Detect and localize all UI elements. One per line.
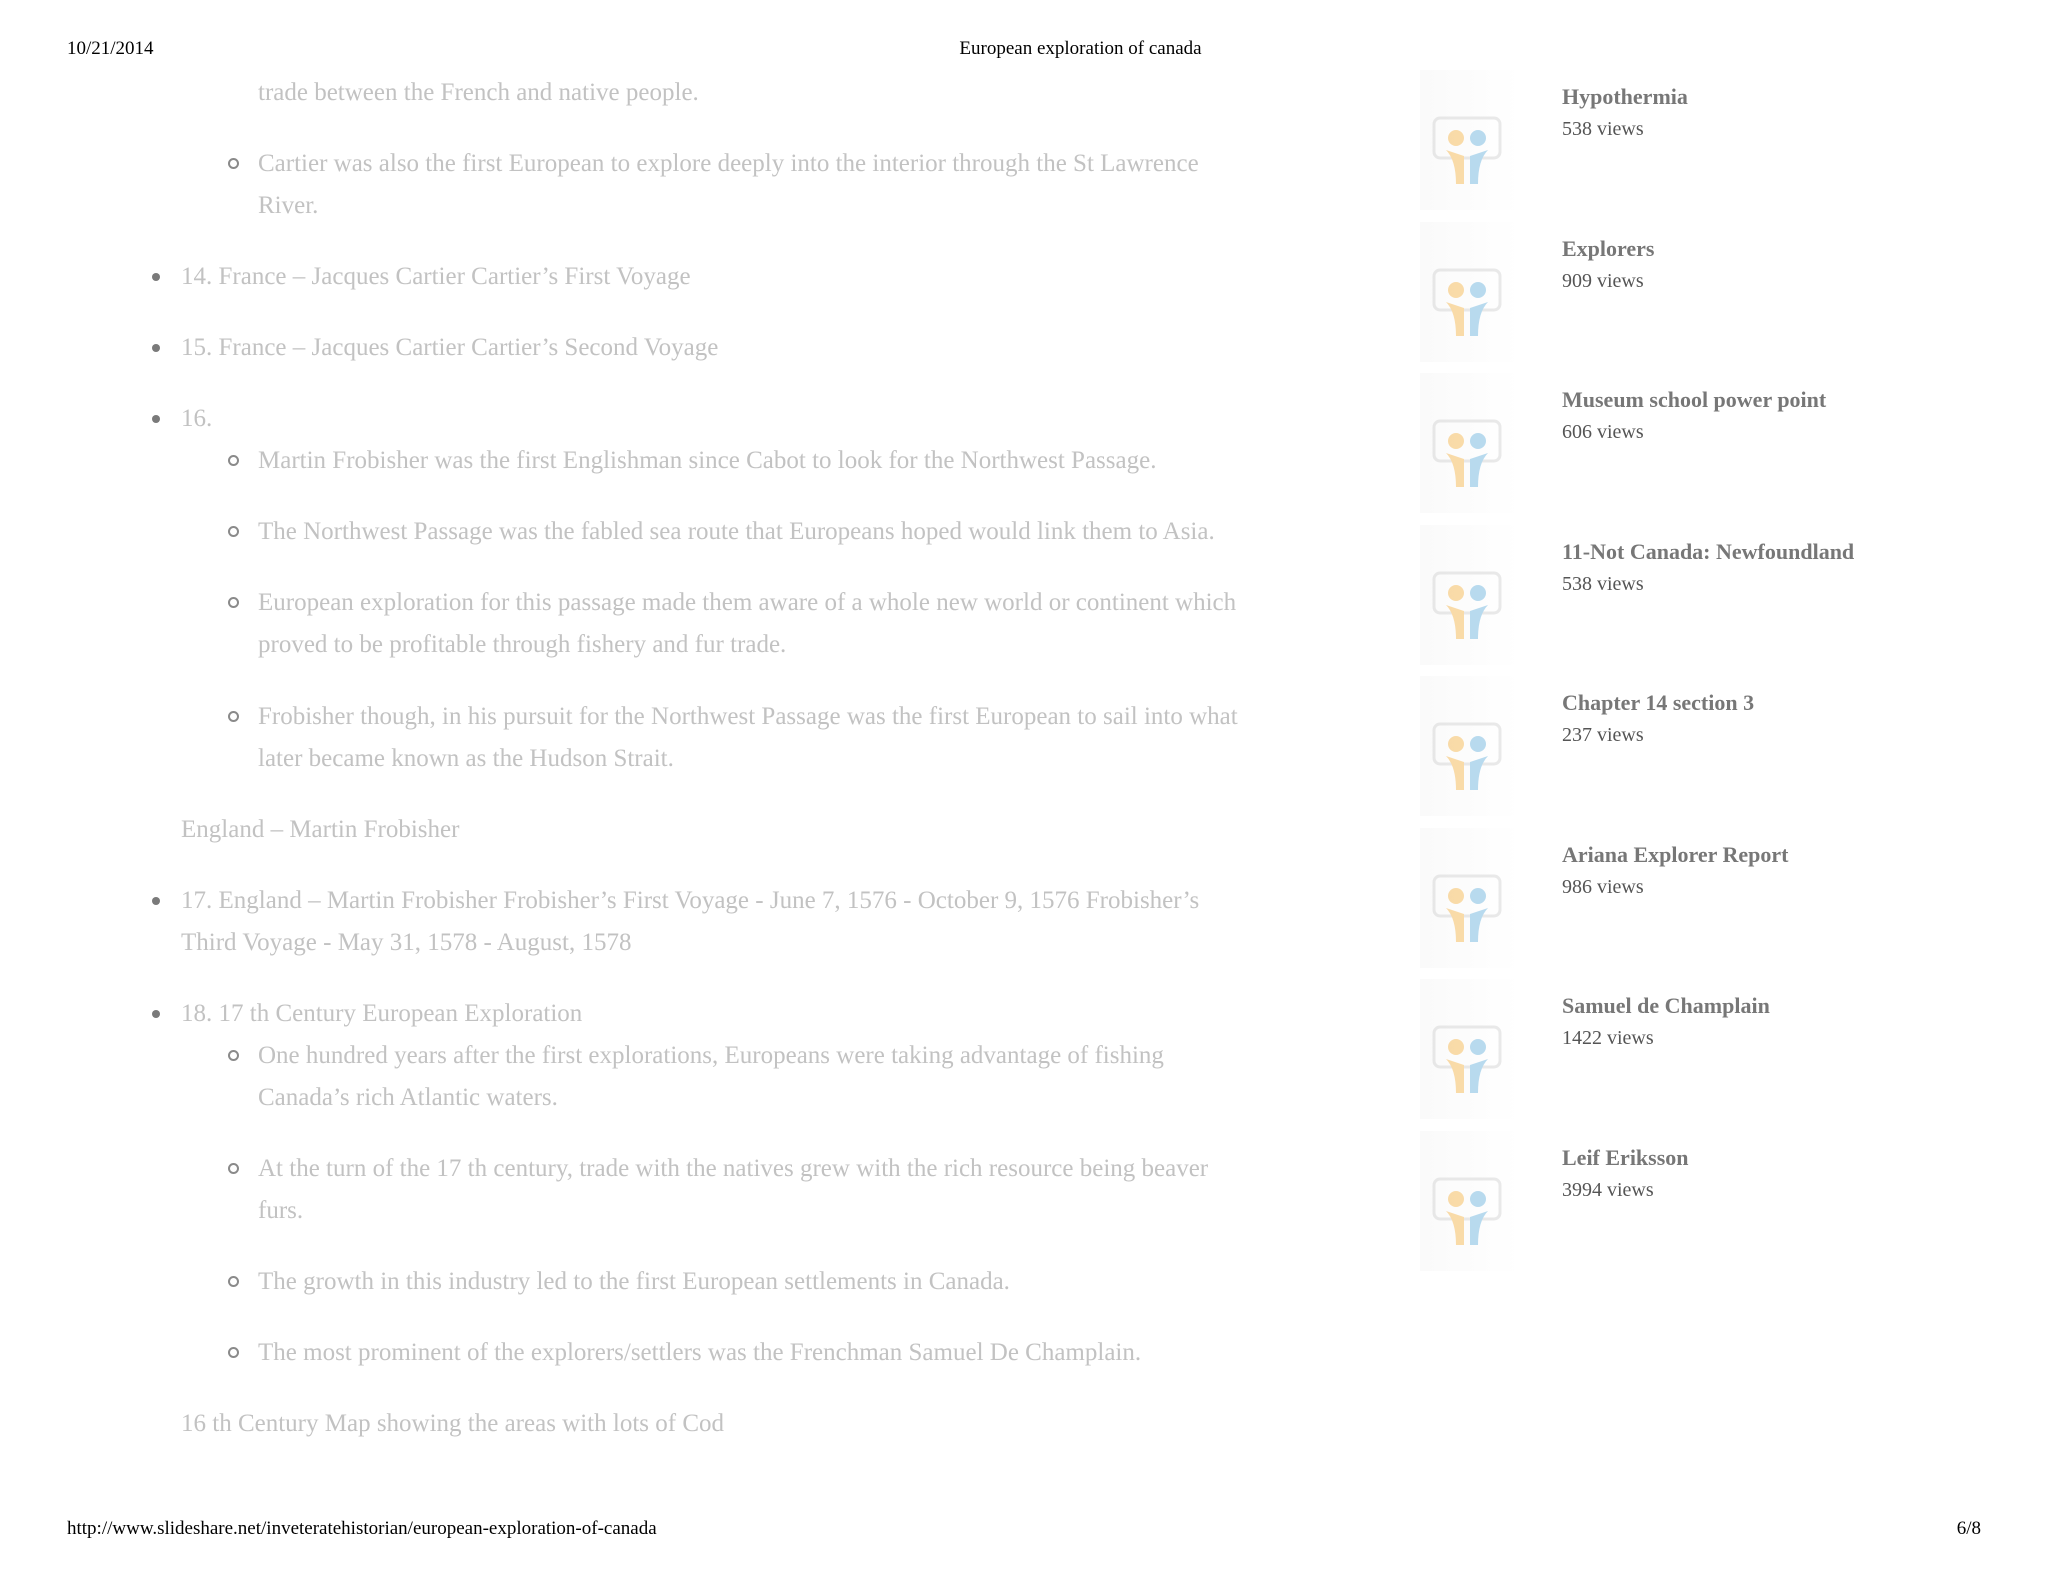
list-bullet (152, 415, 160, 423)
transcript-line: 16. (181, 405, 213, 432)
related-views: 538 views (1562, 118, 1644, 140)
transcript-line: 14. France – Jacques Cartier Cartier’s First Voyage (181, 263, 691, 290)
transcript-line: Cartier was also the first European to explore deeply into the interior through the St Lawrence (258, 150, 1199, 177)
related-item[interactable] (1420, 70, 2048, 210)
transcript-line: furs. (258, 1197, 304, 1224)
transcript-line: 18. 17 th Century European Exploration (181, 1000, 583, 1027)
related-views: 538 views (1562, 573, 1644, 595)
related-title[interactable]: Hypothermia (1562, 84, 1688, 109)
transcript-line: River. (258, 192, 319, 219)
transcript-line: proved to be profitable through fishery and fur trade. (258, 631, 787, 658)
print-footer (0, 1518, 2048, 1548)
thumbnail[interactable] (1420, 222, 1520, 362)
related-title[interactable]: Samuel de Champlain (1562, 993, 1770, 1018)
thumbnail[interactable] (1420, 525, 1520, 665)
related-item[interactable] (1420, 1131, 2048, 1271)
transcript-line: Frobisher though, in his pursuit for the Northwest Passage was the first European to sail into what (258, 703, 1238, 730)
transcript-line: England – Martin Frobisher (181, 816, 460, 843)
related-title[interactable]: Museum school power point (1562, 387, 1827, 412)
related-item[interactable] (1420, 828, 2048, 968)
slideshare-logo-icon (1432, 722, 1502, 792)
slideshare-logo-icon (1432, 116, 1502, 186)
transcript-line: Third Voyage - May 31, 1578 - August, 1578 (181, 929, 632, 956)
related-item[interactable] (1420, 373, 2048, 513)
page-number: 6/8 (1956, 1518, 1981, 1539)
related-views: 606 views (1562, 421, 1644, 443)
sub-bullet (228, 1276, 239, 1287)
transcript-line: later became known as the Hudson Strait. (258, 745, 674, 772)
sub-bullet (228, 597, 239, 608)
sub-bullet (228, 455, 239, 466)
transcript-line: The growth in this industry led to the first European settlements in Canada. (258, 1268, 1010, 1295)
thumbnail[interactable] (1420, 676, 1520, 816)
sub-bullet (228, 1163, 239, 1174)
transcript-line: 16 th Century Map showing the areas with lots of Cod (181, 1410, 724, 1437)
related-views: 986 views (1562, 876, 1644, 898)
thumbnail[interactable] (1420, 979, 1520, 1119)
related-views: 237 views (1562, 724, 1644, 746)
transcript-line: At the turn of the 17 th century, trade with the natives grew with the rich resource being beaver (258, 1155, 1209, 1182)
related-views: 909 views (1562, 270, 1644, 292)
related-item[interactable] (1420, 222, 2048, 362)
sub-bullet (228, 711, 239, 722)
related-presentations (1420, 60, 2048, 1260)
sub-bullet (228, 1050, 239, 1061)
transcript-line: Canada’s rich Atlantic waters. (258, 1084, 558, 1111)
slideshare-logo-icon (1432, 874, 1502, 944)
related-title[interactable]: Ariana Explorer Report (1562, 842, 1789, 867)
thumbnail[interactable] (1420, 1131, 1520, 1271)
slideshare-logo-icon (1432, 419, 1502, 489)
transcript-line: European exploration for this passage made them aware of a whole new world or continent which (258, 589, 1237, 616)
transcript-line: The most prominent of the explorers/settlers was the Frenchman Samuel De Champlain. (258, 1339, 1142, 1366)
slideshare-logo-icon (1432, 268, 1502, 338)
related-views: 1422 views (1562, 1027, 1654, 1049)
thumbnail[interactable] (1420, 70, 1520, 210)
list-bullet (152, 1010, 160, 1018)
related-title[interactable]: 11-Not Canada: Newfoundland (1562, 539, 1855, 564)
print-date: 10/21/2014 (67, 38, 154, 59)
related-title[interactable]: Explorers (1562, 236, 1655, 261)
slideshare-logo-icon (1432, 1025, 1502, 1095)
related-item[interactable] (1420, 979, 2048, 1119)
page-url[interactable]: http://www.slideshare.net/inveteratehistorian/european-exploration-of-canada (67, 1518, 657, 1539)
related-title[interactable]: Leif Eriksson (1562, 1145, 1689, 1170)
document-title: European exploration of canada (959, 38, 1202, 59)
related-title[interactable]: Chapter 14 section 3 (1562, 690, 1755, 715)
sub-bullet (228, 526, 239, 537)
sub-bullet (228, 158, 239, 169)
related-views: 3994 views (1562, 1179, 1654, 1201)
transcript-line: One hundred years after the first explorations, Europeans were taking advantage of fishing (258, 1042, 1164, 1069)
transcript-line: 17. England – Martin Frobisher Frobisher’s First Voyage - June 7, 1576 - October 9, 1576 Frobisher’s (181, 887, 1200, 914)
list-bullet (152, 344, 160, 352)
transcript-line: Martin Frobisher was the first Englishman since Cabot to look for the Northwest Passage. (258, 447, 1157, 474)
slideshare-logo-icon (1432, 1177, 1502, 1247)
related-item[interactable] (1420, 525, 2048, 665)
transcript-line: The Northwest Passage was the fabled sea route that Europeans hoped would link them to Asia. (258, 518, 1215, 545)
thumbnail[interactable] (1420, 828, 1520, 968)
sub-bullet (228, 1347, 239, 1358)
related-item[interactable] (1420, 676, 2048, 816)
transcript-line: 15. France – Jacques Cartier Cartier’s Second Voyage (181, 334, 719, 361)
list-bullet (152, 897, 160, 905)
thumbnail[interactable] (1420, 373, 1520, 513)
transcript-line: trade between the French and native people. (258, 79, 699, 106)
list-bullet (152, 273, 160, 281)
slideshare-logo-icon (1432, 571, 1502, 641)
